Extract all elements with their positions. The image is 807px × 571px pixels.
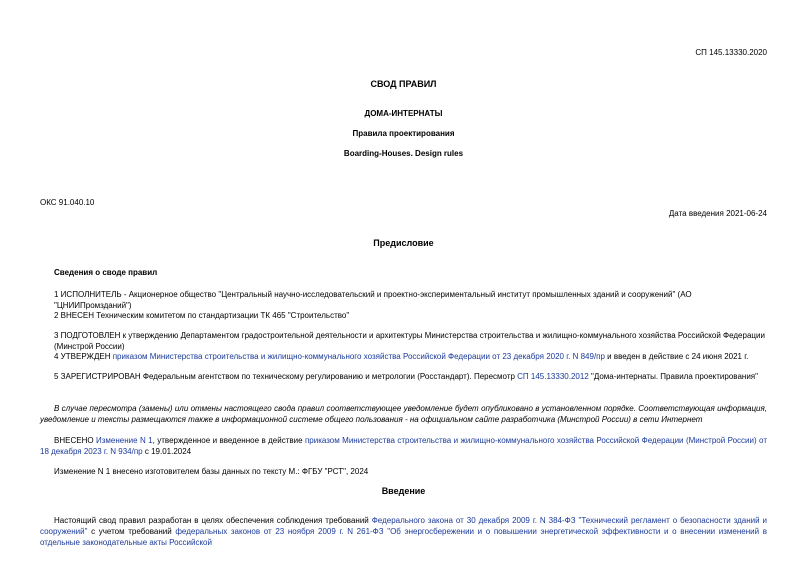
item-4-prefix: 4 УТВЕРЖДЕН <box>54 352 113 361</box>
info-heading: Сведения о своде правил <box>54 268 158 277</box>
intro-p2: с учетом требований <box>87 527 176 536</box>
doc-subtitle: Правила проектирования <box>352 129 455 138</box>
sp-2012-link[interactable]: СП 145.13330.2012 <box>517 372 589 381</box>
intro-p1: Настоящий свод правил разработан в целях обеспечения соблюдения требований <box>54 516 372 525</box>
intro-date: Дата введения 2021-06-24 <box>668 209 767 218</box>
header-title: СВОД ПРАВИЛ <box>370 79 437 89</box>
amend-suffix: с 19.01.2024 <box>142 447 192 456</box>
amend-prefix: ВНЕСЕНО <box>54 436 96 445</box>
doc-title-en: Boarding-Houses. Design rules <box>343 149 464 158</box>
amendment-paragraph <box>40 435 767 457</box>
notice-paragraph: В случае пересмотра (замены) или отмены настоящего свода правил соответствующее уведомление будет опубликовано в установленном порядке. Соответствующая информация, уведомление и тексты размещаются также в информационной системе общего пользования - на официальном сайте разработчика (Минстрой России) в сети Интернет <box>40 404 767 424</box>
item-5-suffix: "Дома-интернаты. Правила проектирования" <box>588 372 758 381</box>
amendment-1-link[interactable]: Изменение N 1 <box>95 436 153 445</box>
item-4 <box>54 351 767 362</box>
law-261-link[interactable]: федеральных законов от 23 ноября 2009 г. N 261-ФЗ "Об энергосбережении и о повышении энергетической эффективности и о внесении изменений в отдельные законодательные акты Российской <box>40 527 767 547</box>
order-849-link[interactable]: приказом Министерства строительства и жилищно-коммунального хозяйства Российской Федерации от 23 декабря 2020 г. N 849/пр <box>112 352 605 361</box>
intro-heading: Введение <box>381 486 426 496</box>
item-4-suffix: и введен в действие с 24 июня 2021 г. <box>604 352 749 361</box>
item-5 <box>54 371 767 382</box>
doc-title: ДОМА-ИНТЕРНАТЫ <box>364 109 443 118</box>
item-3: 3 ПОДГОТОВЛЕН к утверждению Департаментом градостроительной деятельности и архитектуры Министерства строительства и жилищно-коммунального хозяйства Российской Федерации (Минстрой России) <box>54 331 765 351</box>
doc-code: СП 145.13330.2020 <box>695 48 767 57</box>
item-1: 1 ИСПОЛНИТЕЛЬ - Акционерное общество "Центральный научно-исследовательский и проектно-экспериментальный институт промышленных зданий и сооружений" (АО "ЦНИИПромзданий") <box>54 290 692 310</box>
oks-code: ОКС 91.040.10 <box>40 198 95 207</box>
order-934-link[interactable]: приказом Министерства строительства и жилищно-коммунального хозяйства Российской Федерации (Минстрой России) от 18 декабря 2023 г. N 934/пр <box>40 436 767 456</box>
item-2: 2 ВНЕСЕН Техническим комитетом по стандартизации ТК 465 "Строительство" <box>54 311 350 320</box>
foreword-heading: Предисловие <box>373 238 434 248</box>
intro-paragraph <box>40 515 767 548</box>
amendment-note: Изменение N 1 внесено изготовителем базы данных по тексту М.: ФГБУ "РСТ", 2024 <box>54 467 369 476</box>
item-5-prefix: 5 ЗАРЕГИСТРИРОВАН Федеральным агентством по техническому регулированию и метрологии (Росстандарт). Пересмотр <box>54 372 518 381</box>
law-384-link[interactable]: Федерального закона от 30 декабря 2009 г. N 384-ФЗ "Технический регламент о безопасности зданий и сооружений" <box>40 516 767 536</box>
amend-mid: , утвержденное и введенное в действие <box>152 436 305 445</box>
